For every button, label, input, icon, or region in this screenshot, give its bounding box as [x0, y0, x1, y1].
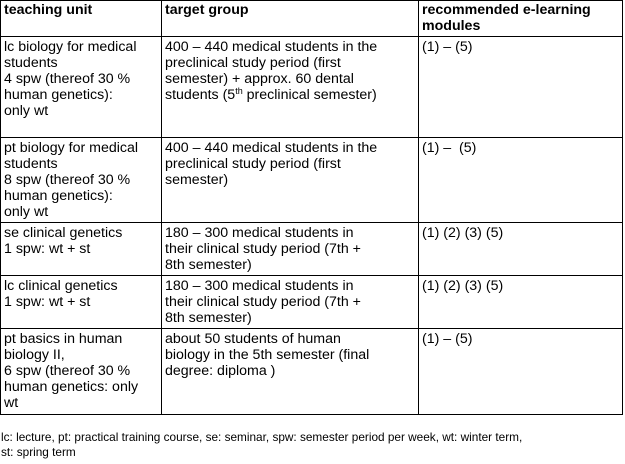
table-row [1, 37, 623, 138]
cell-line: only wt [4, 204, 49, 220]
cell-line: degree: diploma ) [165, 363, 276, 379]
cell-line: preclinical study period (first [165, 156, 341, 172]
header-row [1, 1, 623, 37]
cell-modules: (1) (2) (3) (5) [419, 223, 623, 276]
cell-modules: (1) (2) (3) (5) [419, 276, 623, 329]
table-row [1, 276, 623, 329]
cell-line: their clinical study period (7th + [165, 241, 361, 257]
cell-target-group [162, 223, 419, 276]
header-recommended-modules: recommended e-learning modules [419, 1, 623, 37]
cell-line: 400 – 440 medical students in the [165, 39, 378, 55]
cell-line: 400 – 440 medical students in the [165, 140, 378, 156]
cell-teaching-unit [1, 329, 162, 415]
cell-line: students [4, 156, 58, 172]
cell-target-group [162, 329, 419, 415]
cell-target-group [162, 276, 419, 329]
cell-teaching-unit [1, 223, 162, 276]
cell-line: 8th semester) [165, 310, 252, 326]
cell-line: pt biology for medical [4, 140, 139, 156]
cell-text: students (5 [165, 87, 236, 103]
cell-modules: (1) – (5) [419, 138, 623, 223]
cell-line: biology II, [4, 347, 65, 363]
cell-line: about 50 students of human [165, 331, 341, 347]
cell-line: 8 spw (thereof 30 % [4, 172, 131, 188]
cell-line: lc clinical genetics [4, 278, 118, 294]
cell-teaching-unit [1, 138, 162, 223]
cell-modules: (1) – (5) [419, 37, 623, 138]
cell-line: lc biology for medical [4, 39, 137, 55]
header-teaching-unit: teaching unit [1, 1, 162, 37]
cell-line: 8th semester) [165, 257, 252, 273]
cell-teaching-unit [1, 276, 162, 329]
cell-line: wt [4, 395, 19, 411]
cell-line: students [4, 55, 58, 71]
cell-modules: (1) – (5) [419, 329, 623, 415]
cell-line: 6 spw (thereof 30 % [4, 363, 131, 379]
cell-line: their clinical study period (7th + [165, 294, 361, 310]
cell-line: 1 spw: wt + st [4, 241, 91, 257]
superscript: th [235, 86, 243, 96]
table-row [1, 329, 623, 415]
cell-target-group [162, 37, 419, 138]
header-target-group: target group [162, 1, 419, 37]
cell-line: semester) + approx. 60 dental [165, 71, 354, 87]
cell-line: se clinical genetics [4, 225, 123, 241]
cell-target-group [162, 138, 419, 223]
footnote-line: lc: lecture, pt: practical training course, se: seminar, spw: semester period per week, wt: winter term, [1, 430, 523, 444]
table-row [1, 138, 623, 223]
cell-line: human genetics): [4, 188, 113, 204]
cell-teaching-unit [1, 37, 162, 138]
cell-line [165, 87, 415, 103]
cell-line: only wt [4, 103, 49, 119]
table-row [1, 223, 623, 276]
cell-line: pt basics in human [4, 331, 123, 347]
cell-line: 4 spw (thereof 30 % [4, 71, 131, 87]
footnote-line: st: spring term [1, 445, 76, 459]
cell-line: 180 – 300 medical students in [165, 225, 354, 241]
cell-line: semester) [165, 172, 229, 188]
cell-text: preclinical semester) [242, 87, 377, 103]
cell-line: preclinical study period (first [165, 55, 341, 71]
cell-line: 1 spw: wt + st [4, 294, 91, 310]
footnote [1, 430, 621, 460]
cell-line: human genetics: only [4, 379, 139, 395]
cell-line: biology in the 5th semester (final [165, 347, 370, 363]
cell-line: 180 – 300 medical students in [165, 278, 354, 294]
cell-line: human genetics): [4, 87, 113, 103]
